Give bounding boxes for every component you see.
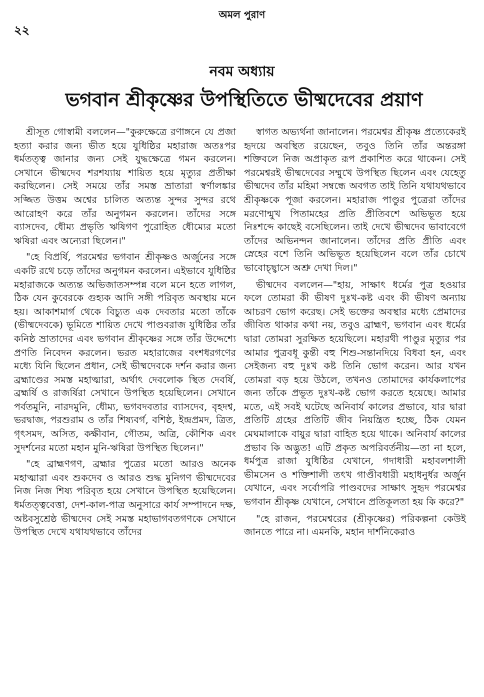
- right-column: [244, 126, 466, 543]
- paragraph: স্বাগত অভ্যর্থনা জানালেন। পরমেশ্বর শ্রীকৃষ্ণ প্রত্যেকেরই হৃদয়ে অবস্থিত রয়েছেন, তবুও তিনি তাঁর অন্তরঙ্গা শক্তিবলে নিজ অপ্রাকৃত রূপ প্রকাশিত করে থাকেন। সেই পরমেশ্বরই ভীষ্মদেবের সম্মুখে উপস্থিত ছিলেন এবং যেহেতু ভীষ্মদেব তাঁর মহিমা সম্বন্ধে অবগত তাই তিনি যথাযথভাবে শ্রীকৃষ্ণকে পূজা করলেন। মহারাজ পাণ্ডুর পুত্রেরা তাঁদের মরণোন্মুখ পিতামহের প্রতি প্রীতিবশে অভিভূত হয়ে নিঃশব্দে কাছেই বসেছিলেন। তাই দেখে ভীষ্মদেব ভাবাবেগে তাঁদের অভিনন্দন জানালেন। তাঁদের প্রতি প্রীতি এবং স্নেহের বশে তিনি অভিভূত হয়েছিলেন বলে তাঁর চোখে ভাবোচ্ছ্বাসে অশ্রু দেখা দিল।": [244, 127, 466, 274]
- paragraph: শ্রীসূত গোস্বামী বললেন—"কুরুক্ষেত্রে রণাঙ্গনে যে প্রজা হত্যা করার জন্য ভীত হয়ে যুধিষ্ঠির মহারাজ অতঃপর ধর্মতত্ত্ব জানার জন্য সেই যুদ্ধক্ষেত্রে গমন করলেন। সেখানে ভীষ্মদেব শরশয্যায় শায়িত হয়ে মৃত্যুর প্রতীক্ষা করছিলেন। সেই সময়ে তাঁর সমস্ত ভ্রাতারা স্বর্ণালঙ্কার সজ্জিত উত্তম অশ্বের চালিত অত্যন্ত সুন্দর সুন্দর রথে আরোহণ করে তাঁর অনুগমন করলেন। তাঁদের সঙ্গে ব্যাসদেব, ধৌম্য প্রভৃতি ঋষিগণ পুরোহিত ধৌম্যের মতো ঋষিরা এবং অন্যেরা ছিলেন।": [14, 127, 236, 247]
- running-head: অমল পুরাণ: [218, 10, 266, 21]
- paragraph: ভীষ্মদেব বললেন—"হায়, সাক্ষাৎ ধর্মের পুত্র হওয়ার ফলে তোমরা কী ভীষণ দুঃখ-কষ্ট এবং কী ভীষণ অন্যায় আচরণ ভোগ করেছ। সেই ভক্তের অবস্থার মধ্যে প্রেমাদের জীবিত থাকার কথা নয়, তবুও ব্রাহ্মণ, ভগবান এবং ধর্মের দ্বারা তোমরা সুরক্ষিত হয়েছিলে। মহারথী পাণ্ডুর মৃত্যুর পর আমার পুত্রবধূ কুন্তী বহু শিশু-সন্তানদিয়ে বিধবা হন, এবং সেইজন্য বহু দুঃখ কষ্ট তিনি ভোগ করেন। আর যখন তোমরা বড় হয়ে উঠলে, তখনও তোমাদের কার্যকলাপের জন্য তাঁকে প্রভূত দুঃখ-কষ্ট ভোগ করতে হয়েছে। আমার মতে, এই সবই ঘটেছে অনিবার্য কালের প্রভাবে, যার দ্বারা প্রতিটি গ্রহের প্রতিটি জীব নিয়ন্ত্রিত হচ্ছে, ঠিক যেমন মেঘমালাকে বায়ুর দ্বারা বাহিত হয়ে থাকে। অনিবার্য কালের প্রভাব কি অদ্ভুত! এটি প্রকৃত অপরিবর্তনীয়—তা না হলে, ধর্মপুত্র রাজা যুধিষ্ঠির যেখানে, গদাধারী মহাবলশালী ভীমসেন ও শক্তিশালী তৎখ গাণ্ডীবধারী মহাধনুর্ধর অর্জুন যেখানে, এবং সর্বোপরি পাণ্ডবদের সাক্ষাৎ সুহৃদ পরমেশ্বর ভগবান শ্রীকৃষ্ণ যেখানে, সেখানে প্রতিকূলতা হয় কি করে?": [244, 279, 466, 509]
- page-number: ২২: [14, 23, 30, 37]
- paragraph: "হে বিপ্রর্ষি, পরমেশ্বর ভগবান শ্রীকৃষ্ণও অর্জুনের সঙ্গে একটি রথে চড়ে তাঁদের অনুগমন করলেন। এইভাবে যুধিষ্ঠির মহারাজকে অত্যন্ত অভিজাতসম্পন্ন বলে মনে হতে লাগল, ঠিক যেন কুবেরকে গুহ্যক আদি সঙ্গী পরিবৃত অবস্থায় মনে হয়। আকাশমার্গ থেকে বিচ্যুত এক দেবতার মতো তাঁকে (ভীষ্মদেবকে) ভূমিতে শায়িত দেখে পাণ্ডবরাজ যুধিষ্ঠির তাঁর কনিষ্ঠ ভ্রাতাদের এবং ভগবান শ্রীকৃষ্ণের সঙ্গে তাঁর উদ্দেশ্যে প্রণতি নিবেদন করলেন। ভরত মহারাজের বংশধরগণের মধ্যে যিনি ছিলেন প্রধান, সেই ভীষ্মদেবকে দর্শন করার জন্য ব্রহ্মাণ্ডের সমস্ত মহাত্মারা, অর্থাৎ দেবলোক স্থিত দেবর্ষি, ব্রহ্মর্ষি ও রাজর্ষিরা সেখানে উপস্থিত হয়েছিলেন। সেখানে পর্বতমুনি, নারদমুনি, ধৌম্য, ভগবদবতার ব্যাসদেব, বৃহদশ্ব, ভরদ্বাজ, পরশুরাম ও তাঁর শিষ্যবর্গ, বশিষ্ঠ, ইন্দ্রপ্রমদ, ত্রিত, গৃৎসমদ, অসিত, কক্ষীবান, গৌতম, অত্রি, কৌশিক এবং সুদর্শনের মতো মহান মুনি-ঋষিরা উপস্থিত ছিলেন।": [14, 252, 236, 454]
- paragraph: "হে রাজন, পরমেশ্বরের (শ্রীকৃষ্ণের) পরিকল্পনা কেউই জানতে পারে না। এমনকি, মহান দার্শনিকেরাও: [244, 513, 466, 539]
- left-column: [14, 126, 236, 543]
- chapter-label: নবম অধ্যায়: [209, 64, 275, 80]
- paragraph: "হে ব্রাহ্মণগণ, ব্রহ্মার পুত্রের মতো আরও অনেক মহাত্মারা এবং শুকদেব ও আরও শুদ্ধ মুনিগণ ভীষ্মদেবের নিজ নিজ শিষ্য পরিবৃত হয়ে সেখানে উপস্থিত হয়েছিলেন। ধর্মতত্ত্ববেত্তা, দেশ-কাল-পাত্র অনুসারে কার্য সম্পাদনে দক্ষ, অষ্টবসুশ্রেষ্ঠ ভীষ্মদেব সেই সমস্ত মহাভাগবতগণকে সেখানে উপস্থিত দেখে যথাযথভাবে তাঁদের: [14, 459, 236, 539]
- chapter-title: ভগবান শ্রীকৃষ্ণের উপস্থিতিতে ভীষ্মদেবের প্রয়াণ: [65, 89, 423, 111]
